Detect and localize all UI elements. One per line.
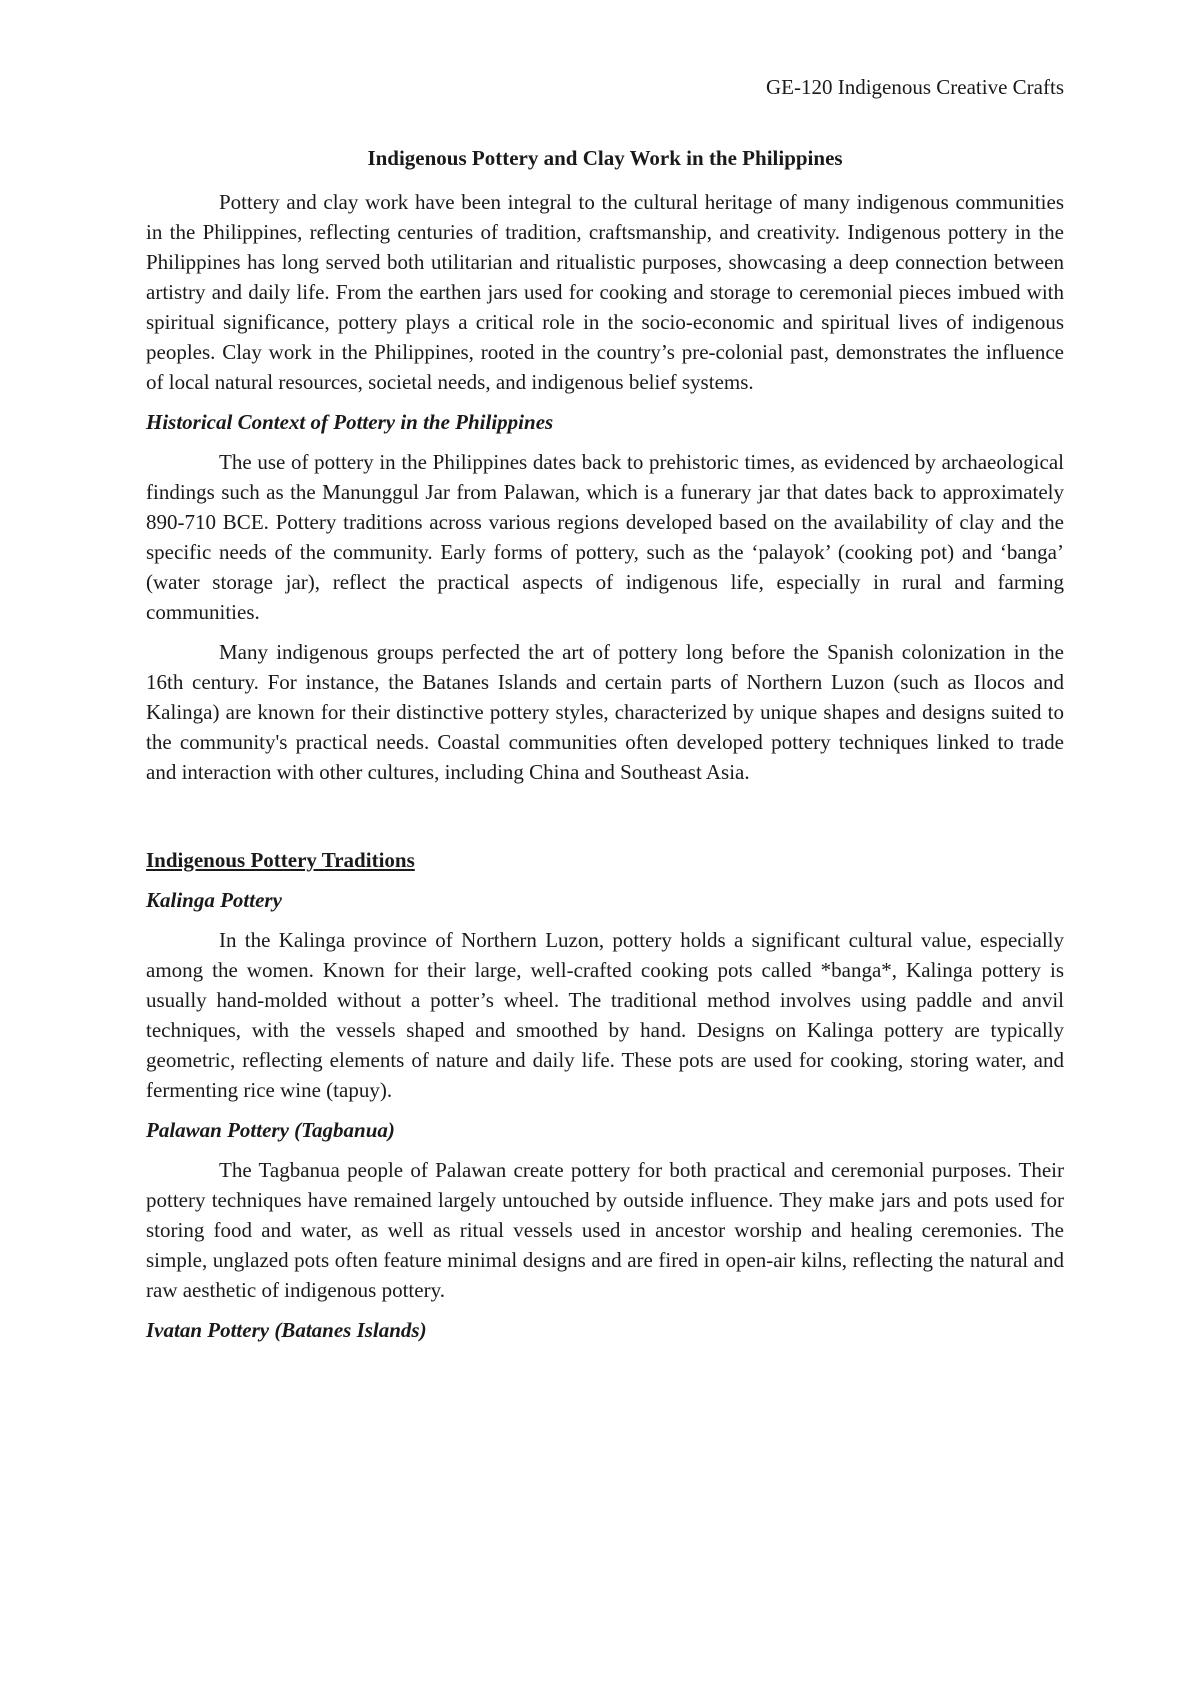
section-spacer: [146, 797, 1064, 845]
kalinga-pottery-paragraph: In the Kalinga province of Northern Luzon, pottery holds a significant cultural value, especially among the women. Known for their large, well-crafted cooking pots called *banga*, Kalinga pottery is usually hand-molded without a potter’s wheel. The traditional method involves using paddle and anvil techniques, with the vessels shaped and smoothed by hand. Designs on Kalinga pottery are typically geometric, reflecting elements of nature and daily life. These pots are used for cooking, storing water, and fermenting rice wine (tapuy).: [146, 928, 1064, 1102]
historical-paragraph-2: Many indigenous groups perfected the art of pottery long before the Spanish colonization in the 16th century. For instance, the Batanes Islands and certain parts of Northern Luzon (such as Ilocos and Kalinga) are known for their distinctive pottery styles, characterized by unique shapes and designs suited to the community's practical needs. Coastal communities often developed pottery techniques linked to trade and interaction with other cultures, including China and Southeast Asia.: [146, 640, 1064, 784]
palawan-pottery-paragraph: The Tagbanua people of Palawan create pottery for both practical and ceremonial purposes. Their pottery techniques have remained largely untouched by outside influence. They make jars and pots used for storing food and water, as well as ritual vessels used in ancestor worship and healing ceremonies. The simple, unglazed pots often feature minimal designs and are fired in open-air kilns, reflecting the natural and raw aesthetic of indigenous pottery.: [146, 1158, 1064, 1302]
kalinga-pottery-heading: Kalinga Pottery: [146, 888, 282, 912]
ivatan-pottery-heading: Ivatan Pottery (Batanes Islands): [146, 1318, 427, 1342]
page-header-course-title: GE-120 Indigenous Creative Crafts: [765, 75, 1064, 99]
pottery-traditions-heading: Indigenous Pottery Traditions: [146, 848, 415, 872]
intro-paragraph: Pottery and clay work have been integral to the cultural heritage of many indigenous communities in the Philippines, reflecting centuries of tradition, craftsmanship, and creativity. Indigenous pottery in the Philippines has long served both utilitarian and ritualistic purposes, showcasing a deep connection between artistry and daily life. From the earthen jars used for cooking and storage to ceremonial pieces imbued with spiritual significance, pottery plays a critical role in the socio-economic and spiritual lives of indigenous peoples. Clay work in the Philippines, rooted in the country’s pre-colonial past, demonstrates the influence of local natural resources, societal needs, and indigenous belief systems.: [146, 190, 1064, 394]
document-title: Indigenous Pottery and Clay Work in the Philippines: [367, 146, 843, 170]
palawan-pottery-heading: Palawan Pottery (Tagbanua): [146, 1118, 395, 1142]
document-body: [146, 143, 1064, 1355]
historical-paragraph-1: The use of pottery in the Philippines dates back to prehistoric times, as evidenced by archaeological findings such as the Manunggul Jar from Palawan, which is a funerary jar that dates back to approximately 890-710 BCE. Pottery traditions across various regions developed based on the availability of clay and the specific needs of the community. Early forms of pottery, such as the ‘palayok’ (cooking pot) and ‘banga’ (water storage jar), reflect the practical aspects of indigenous life, especially in rural and farming communities.: [146, 450, 1064, 624]
historical-context-heading: Historical Context of Pottery in the Philippines: [146, 410, 554, 434]
